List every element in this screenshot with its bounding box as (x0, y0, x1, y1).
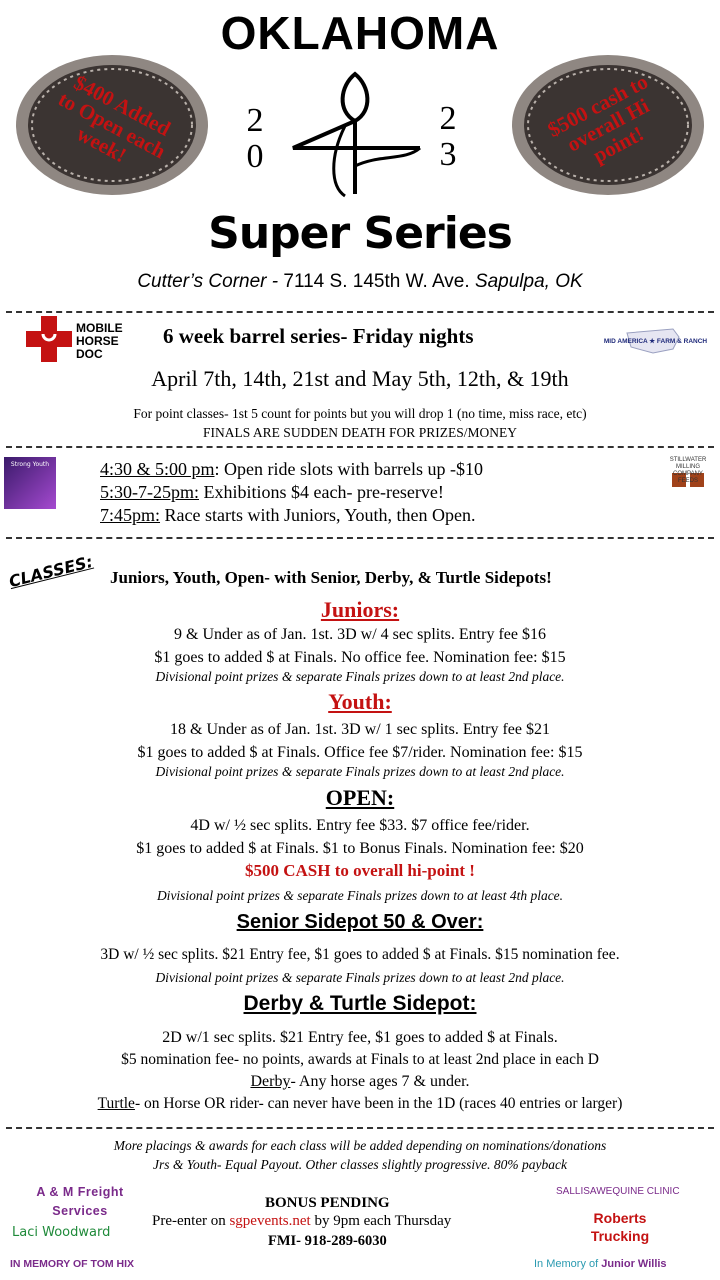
fmi-phone: FMI- 918-289-6030 (268, 1233, 387, 1249)
schedule-time: 4:30 & 5:00 pm (100, 459, 215, 479)
preenter-link[interactable]: sgpevents.net (229, 1213, 311, 1229)
roberts-trucking: Roberts Trucking (590, 1210, 650, 1244)
derby-line1: 2D w/1 sec splits. $21 Entry fee, $1 goes to added $ at Finals. (162, 1029, 558, 1046)
preenter-suffix: by 9pm each Thursday (310, 1213, 452, 1229)
laci-woodward: Laci Woodward (12, 1225, 111, 1240)
year-right (433, 101, 463, 173)
year-left (240, 103, 270, 175)
open-note: Divisional point prizes & separate Finals prizes down to at least 4th place. (156, 888, 564, 903)
tom-hix-memory: IN MEMORY OF TOM HIX (10, 1258, 135, 1270)
series-headline: 6 week barrel series- Friday nights (163, 324, 474, 348)
schedule-row (100, 458, 483, 481)
venue-city: Sapulpa, OK (474, 271, 583, 292)
turtle-text: - on Horse OR rider- can never have been in the 1D (races 40 entries or larger) (134, 1095, 623, 1112)
memory-prefix: In Memory of (534, 1258, 602, 1270)
classes-summary: Juniors, Youth, Open- with Senior, Derby, & Turtle Sidepots! (110, 568, 552, 587)
juniors-line2: $1 goes to added $ at Finals. No office fee. Nomination fee: $15 (154, 649, 566, 666)
open-highlight: $500 CASH to overall hi-point ! (245, 861, 475, 880)
youth-line1: 18 & Under as of Jan. 1st. 3D w/ 1 sec splits. Entry fee $21 (170, 721, 550, 738)
youth-note: Divisional point prizes & separate Finals prizes down to at least 2nd place. (155, 764, 565, 779)
page-title: OKLAHOMA (220, 7, 500, 59)
left-buckle (12, 50, 212, 200)
venue-address: 7114 S. 145th W. Ave. (283, 271, 470, 292)
divider (6, 311, 714, 313)
red-cross-icon (26, 316, 72, 362)
schedule-row (100, 481, 483, 504)
divider (6, 537, 714, 539)
senior-heading: Senior Sidepot 50 & Over: (236, 911, 484, 933)
year-digit: 2 (439, 100, 457, 137)
year-digit: 0 (246, 138, 264, 175)
open-line1: 4D w/ ½ sec splits. Entry fee $33. $7 office fee/rider. (190, 817, 530, 834)
schedule-row (100, 504, 483, 527)
buckle-right-text: $500 cash to overall Hi point! (543, 69, 654, 168)
year-digit: 3 (439, 136, 457, 173)
juniors-heading: Juniors: (320, 597, 400, 622)
stillwater-logo (664, 457, 712, 513)
stillwater-text: STILLWATER MILLING COMPANY FEEDS (669, 457, 707, 484)
derby-line2: $5 nomination fee- no points, awards at Finals to at least 2nd place in each D (121, 1051, 599, 1068)
junior-willis-memory (534, 1258, 667, 1270)
preenter-prefix: Pre-enter on (152, 1213, 230, 1229)
sallisaw-clinic: SALLISAWEQUINE CLINIC (556, 1186, 680, 1197)
memory-name: Junior Willis (601, 1258, 667, 1270)
juniors-line1: 9 & Under as of Jan. 1st. 3D w/ 4 sec splits. Entry fee $16 (174, 626, 546, 643)
schedule-time: 5:30-7-25pm: (100, 482, 199, 502)
footer-note2: Jrs & Youth- Equal Payout. Other classes slightly progressive. 80% payback (153, 1157, 567, 1172)
finals-note: FINALS ARE SUDDEN DEATH FOR PRIZES/MONEY (203, 425, 517, 440)
strong-youth-logo (4, 457, 56, 509)
schedule-list (100, 458, 483, 527)
derby-heading: Derby & Turtle Sidepot: (243, 992, 477, 1015)
mobile-horse-doc-text: MOBILE HORSE DOC (76, 321, 123, 361)
youth-line2: $1 goes to added $ at Finals. Office fee $7/rider. Nomination fee: $15 (137, 744, 583, 761)
turtle-label: Turtle (97, 1095, 135, 1112)
senior-line1: 3D w/ ½ sec splits. $21 Entry fee, $1 goes to added $ at Finals. $15 nomination fee. (100, 946, 620, 963)
am-freight-sponsor: A & M Freight Services (36, 1185, 124, 1218)
points-note: For point classes- 1st 5 count for points but you will drop 1 (no time, miss race, etc) (133, 406, 587, 421)
schedule-text: Race starts with Juniors, Youth, then Open. (160, 505, 476, 525)
year-digit: 2 (246, 102, 264, 139)
series-title: Super Series (208, 208, 512, 259)
preenter-line (152, 1213, 451, 1230)
divider (6, 1127, 714, 1129)
buckle-left-text: $400 Added to Open each week! (54, 70, 175, 168)
bonus-pending: BONUS PENDING (265, 1195, 390, 1211)
open-line2: $1 goes to added $ at Finals. $1 to Bonus Finals. Nomination fee: $20 (136, 840, 584, 857)
derby-text: - Any horse ages 7 & under. (290, 1073, 470, 1090)
brand-logo-icon (285, 66, 435, 206)
footer-note1: More placings & awards for each class will be added depending on nominations/donations (113, 1138, 607, 1153)
divider (6, 446, 714, 448)
open-heading: OPEN: (325, 785, 395, 810)
strong-youth-text: Strong Youth (10, 461, 50, 468)
schedule-text: Exhibitions $4 each- pre-reserve! (199, 482, 444, 502)
venue-name: Cutter’s Corner - (137, 271, 279, 292)
juniors-note: Divisional point prizes & separate Finals prizes down to at least 2nd place. (155, 669, 565, 684)
right-buckle (508, 50, 708, 200)
mobile-horse-doc-logo (26, 316, 146, 372)
schedule-text: : Open ride slots with barrels up -$10 (214, 459, 483, 479)
youth-heading: Youth: (328, 689, 392, 714)
turtle-definition (0, 1093, 720, 1114)
classes-label: CLASSES: (6, 551, 95, 592)
derby-label: Derby (250, 1073, 291, 1090)
mid-america-text: MID AMERICA ★ FARM & RANCH (603, 338, 708, 345)
senior-note: Divisional point prizes & separate Finals prizes down to at least 2nd place. (155, 970, 565, 985)
derby-definition (0, 1071, 720, 1092)
venue-line (0, 271, 720, 293)
schedule-time: 7:45pm: (100, 505, 161, 525)
mid-america-logo (598, 325, 713, 357)
event-dates: April 7th, 14th, 21st and May 5th, 12th, & 19th (151, 366, 569, 391)
